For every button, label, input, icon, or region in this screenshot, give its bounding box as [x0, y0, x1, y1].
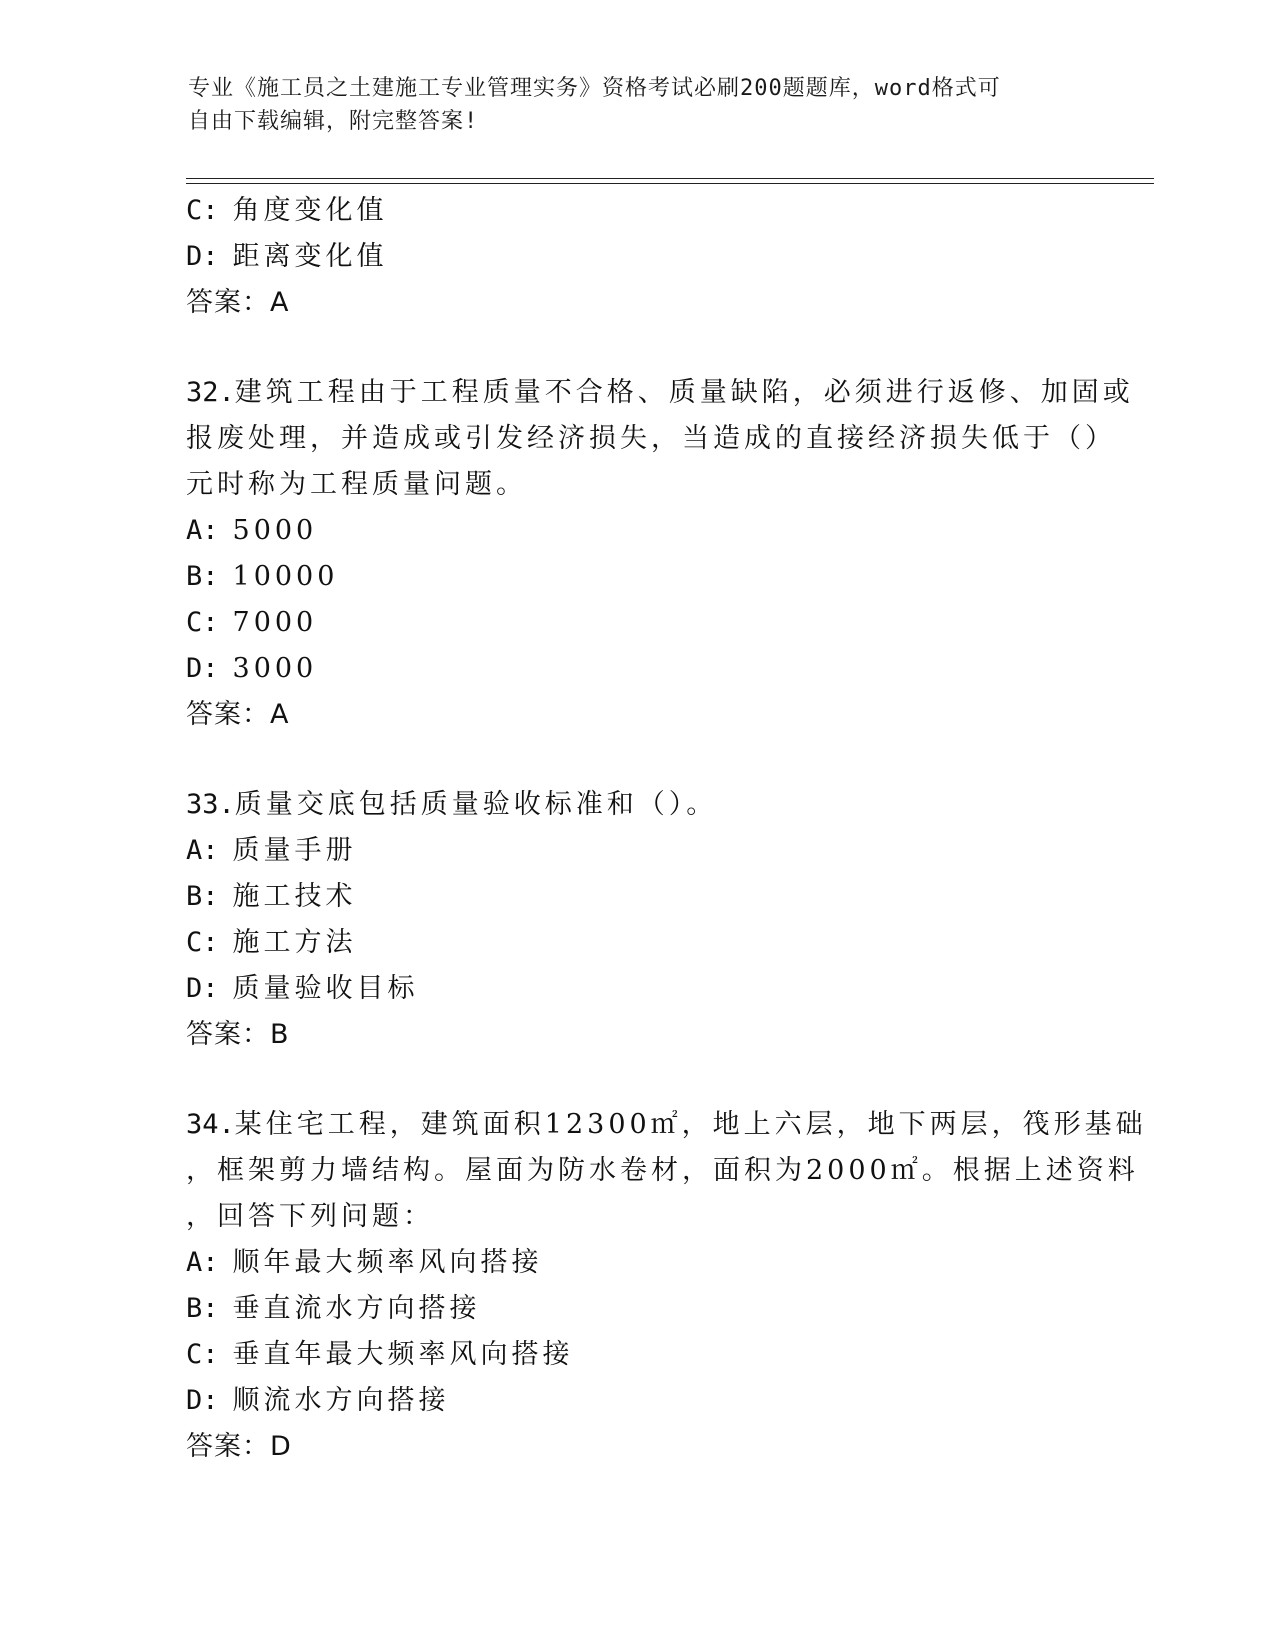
option-d: [186, 1378, 1086, 1424]
option-key: C:: [186, 607, 219, 638]
option-text: 5000: [232, 515, 318, 546]
option-text: 施工技术: [232, 881, 357, 912]
question-text-line: 质量交底包括质量验收标准和（）。: [234, 789, 718, 820]
option-key: C:: [186, 195, 219, 226]
question-list: [186, 188, 1147, 1470]
document-header: [188, 72, 1068, 138]
header-line-1: 专业《施工员之土建施工专业管理实务》资格考试必刷200题题库，word格式可: [188, 76, 1001, 101]
option-key: A:: [186, 1247, 219, 1278]
option-c: [186, 920, 1086, 966]
question-number: 33.: [186, 789, 235, 820]
question-stem: [186, 782, 1086, 828]
option-c: [186, 1332, 1086, 1378]
option-c: [186, 188, 1086, 234]
option-b: [186, 1286, 1086, 1332]
option-text: 质量验收目标: [232, 973, 419, 1004]
question-text-line: ，框架剪力墙结构。屋面为防水卷材，面积为2000㎡。根据上述资料: [186, 1155, 1139, 1186]
option-key: D:: [186, 973, 219, 1004]
option-text: 距离变化值: [232, 241, 388, 272]
option-text: 10000: [232, 561, 339, 592]
option-key: D:: [186, 653, 219, 684]
question-32: [186, 370, 1134, 738]
question-stem: [186, 370, 1134, 508]
option-key: D:: [186, 241, 219, 272]
option-c: [186, 600, 1086, 646]
option-d: [186, 966, 1086, 1012]
option-text: 顺流水方向搭接: [232, 1385, 450, 1416]
question-text-line: 建筑工程由于工程质量不合格、质量缺陷，必须进行返修、加固或: [234, 377, 1134, 408]
option-key: A:: [186, 835, 219, 866]
option-key: B:: [186, 881, 219, 912]
option-text: 3000: [232, 653, 318, 684]
option-text: 垂直流水方向搭接: [232, 1293, 481, 1324]
option-text: 顺年最大频率风向搭接: [232, 1247, 543, 1278]
answer-line: 答案：B: [186, 1019, 290, 1050]
question-stem: [186, 1102, 1147, 1240]
option-text: 角度变化值: [232, 195, 388, 226]
option-key: B:: [186, 1293, 219, 1324]
option-key: B:: [186, 561, 219, 592]
option-text: 施工方法: [232, 927, 357, 958]
prev-question-tail: [186, 188, 1086, 326]
question-number: 32.: [186, 377, 235, 408]
question-number: 34.: [186, 1109, 235, 1140]
question-text-line: 报废处理，并造成或引发经济损失，当造成的直接经济损失低于（）: [186, 423, 1116, 454]
question-text-line: 元时称为工程质量问题。: [186, 469, 527, 500]
question-34: [186, 1102, 1147, 1470]
question-text-line: ，回答下列问题：: [186, 1201, 434, 1232]
option-b: [186, 874, 1086, 920]
option-text: 7000: [232, 607, 318, 638]
option-text: 质量手册: [232, 835, 357, 866]
option-b: [186, 554, 1086, 600]
answer-line: 答案：A: [186, 287, 290, 318]
option-key: C:: [186, 927, 219, 958]
header-divider-bottom: [186, 183, 1154, 184]
option-a: [186, 828, 1086, 874]
answer-line: 答案：A: [186, 699, 290, 730]
header-divider-top: [186, 178, 1154, 179]
header-line-2: 自由下载编辑，附完整答案!: [188, 109, 479, 134]
option-d: [186, 646, 1086, 692]
option-a: [186, 1240, 1086, 1286]
option-text: 垂直年最大频率风向搭接: [232, 1339, 574, 1370]
question-33: [186, 782, 1086, 1058]
option-key: D:: [186, 1385, 219, 1416]
answer-line: 答案：D: [186, 1431, 292, 1462]
option-a: [186, 508, 1086, 554]
option-d: [186, 234, 1086, 280]
option-key: C:: [186, 1339, 219, 1370]
option-key: A:: [186, 515, 219, 546]
question-text-line: 某住宅工程，建筑面积12300㎡，地上六层，地下两层，筏形基础: [234, 1109, 1147, 1140]
